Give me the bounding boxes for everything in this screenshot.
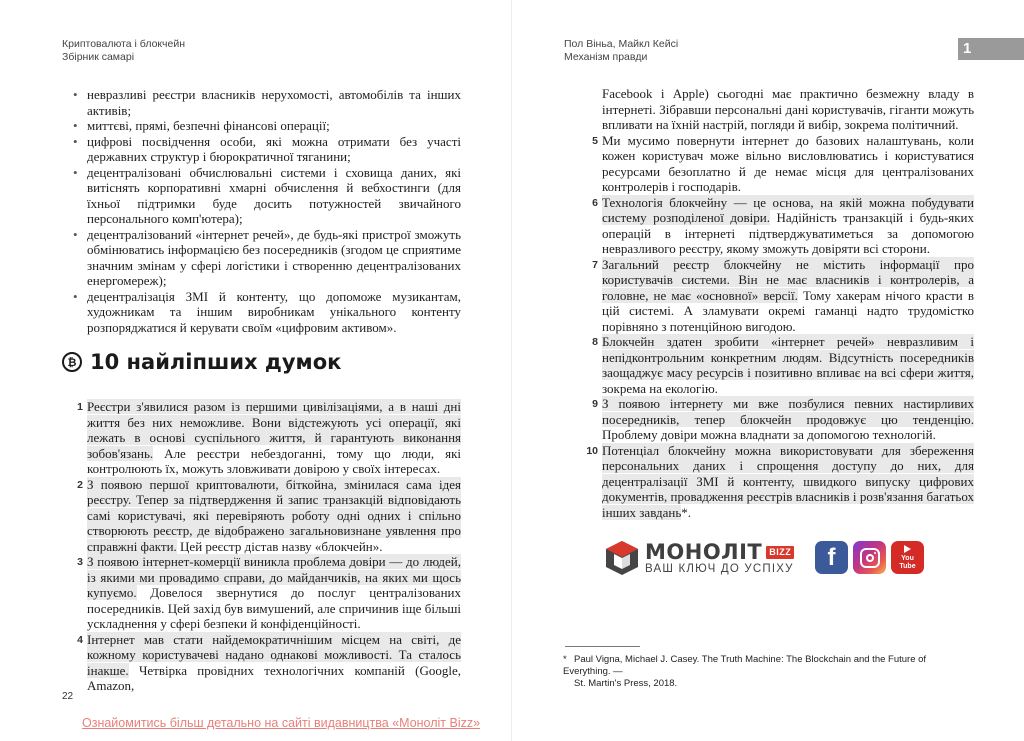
thought-number: 2 bbox=[77, 478, 83, 491]
brand-badge: BIZZ bbox=[766, 546, 794, 559]
thought-text: Четвірка провідних технологічних компаній (Google, Amazon, bbox=[87, 662, 461, 693]
footnote-text-continued: St. Martin's Press, 2018. bbox=[574, 678, 678, 689]
thought-number: 4 bbox=[77, 633, 83, 646]
book-series-subtitle: Збірник самарі bbox=[62, 51, 135, 63]
thought-item bbox=[77, 399, 461, 477]
footnote-divider bbox=[565, 646, 640, 647]
thought-item bbox=[77, 631, 461, 694]
thought-continuation bbox=[602, 86, 974, 133]
book-series-title: Криптовалюта і блокчейн bbox=[62, 38, 186, 50]
thought-text: Тому хакерам нічого красти в цій системі. А зламувати окремі гаманці надто трудомістко порівняно з потенційною вигодою. bbox=[602, 287, 974, 334]
footnote-marker: * bbox=[563, 654, 567, 665]
list-item: • децентралізація ЗМІ й контенту, що допоможе музикантам, художникам та іншим виробникам унікального контенту розпоряджатися й керувати своїм «цифровим активом». bbox=[73, 288, 461, 335]
thought-number: 1 bbox=[77, 401, 83, 413]
bitcoin-icon: ₿ bbox=[62, 352, 82, 372]
book-authors: Пол Віньа, Майкл Кейсі bbox=[564, 38, 679, 50]
publisher-website-link[interactable]: Ознайомитись більш детально на сайті видавництва «Моноліт Bizz» bbox=[82, 716, 481, 730]
highlighted-text: Потенціал блокчейну можна використовувати для збереження персональних даних і спрощення доступу до них, для децентралізації ЗМІ й контенту, швидкого випуску цифрових документів, провадження реєстрів власників і розв'язання багатьох інших завдань bbox=[602, 442, 974, 520]
highlighted-text: З появою інтернет-комерції виникла проблема довіри — до людей, із якими ми провадимо справи, до майданчиків, на яких ми щось купуємо. bbox=[87, 554, 461, 600]
list-item: • миттєві, прямі, безпечні фінансові операції; bbox=[73, 118, 330, 133]
highlighted-text: Технологія блокчейну — це основа, на якій можна побудувати систему розподіленої довіри. bbox=[602, 194, 974, 225]
thought-item bbox=[586, 442, 974, 521]
cube-logo-icon bbox=[605, 540, 639, 576]
top-thoughts-list-left bbox=[77, 399, 461, 694]
thought-number: 7 bbox=[592, 258, 598, 271]
bullet-marker: • bbox=[73, 288, 78, 304]
book-title: Механізм правди bbox=[564, 51, 648, 63]
highlighted-text: З появою інтернету ми вже позбулися певних настирливих посередників, тепер блокчейн продовжує цю тенденцію. bbox=[602, 396, 974, 427]
thought-text: Цей реєстр дістав назву «блокчейн». bbox=[176, 538, 383, 554]
thought-number: 5 bbox=[592, 134, 598, 147]
bullet-marker: • bbox=[73, 118, 78, 133]
thought-item bbox=[77, 476, 461, 555]
top-thoughts-list-right bbox=[586, 86, 974, 520]
thought-text: Ми мусимо повернути інтернет до базових налаштувань, коли кожен користувач може вільно висловлюватись і користуватися ресурсами безоплатно й де немає місця для централізованих контролерів і господарів. bbox=[602, 132, 974, 194]
thought-number: 10 bbox=[586, 444, 598, 457]
facebook-icon[interactable]: f bbox=[815, 541, 848, 574]
thought-item bbox=[592, 194, 974, 257]
thought-item bbox=[592, 334, 974, 396]
thought-text: Але реєстри небездоганні, тому що люди, які контролюють їх, можуть зловживати довірою у своїх інтересах. bbox=[87, 445, 461, 476]
highlighted-text: Реєстри з'явилися разом із першими цивілізаціями, а в наші дні життя без них неможливе. Вони відстежують усі операції, які лежать в основі суспільного життя, й гарантують виконання зобов'язань. bbox=[87, 399, 461, 461]
thought-text: Facebook і Apple) сьогодні має практично безмежну владу в інтернеті. Зібравши персональні дані користувачів, гіганти можуть впливати на їхній настрій, погляди й вибір, зокрема політичний. bbox=[602, 86, 974, 132]
left-running-header bbox=[62, 38, 185, 64]
bullet-marker: • bbox=[73, 226, 78, 242]
brand-name: МОНОЛІТ bbox=[645, 540, 763, 564]
list-item: • невразливі реєстри власників нерухомості, автомобілів та інших активів; bbox=[73, 87, 461, 118]
section-heading bbox=[62, 350, 341, 374]
thought-item bbox=[592, 396, 974, 443]
thought-text: зокрема на екологію. bbox=[602, 380, 718, 396]
monolit-bizz-logo[interactable] bbox=[605, 537, 794, 579]
thought-item bbox=[592, 132, 974, 195]
highlighted-text: Блокчейн здатен зробити «інтернет речей» невразливим і непідконтрольним конкретним людям. Відсутність посередників заощаджує масу ресурсів і позитивно впливає на всі сфери життя, bbox=[602, 334, 974, 380]
thought-number: 6 bbox=[592, 196, 598, 209]
bullet-marker: • bbox=[73, 164, 78, 180]
footnote bbox=[563, 654, 963, 690]
instagram-icon[interactable] bbox=[853, 541, 886, 574]
thought-text: Довелося звернутися до послуг централізованих посередників. Цей захід був вимушений, але спричинив іще більші ускладнення у сфері безпеки й конфіденційності. bbox=[87, 585, 461, 631]
blockchain-applications-list bbox=[73, 87, 461, 335]
list-item: • цифрові посвідчення особи, які можна отримати без участі державних структур і бюрократичної тяганини; bbox=[73, 133, 461, 164]
highlighted-text: З появою першої криптовалюти, біткойна, змінилася сама ідея реєстру. Тепер за підтвердження й запис транзакцій відповідають самі користувачі, які перевіряють роботу одні одних і спільно створюють реєстр, де відображено загальновизнане уявлення про справжні факти. bbox=[87, 476, 461, 554]
bullet-marker: • bbox=[73, 87, 78, 102]
thought-text: *. bbox=[681, 504, 692, 520]
thought-text: Проблему довіри можна владнати за допомогою технологій. bbox=[602, 427, 936, 442]
chapter-tab: 1 bbox=[958, 38, 1024, 60]
thought-number: 9 bbox=[592, 398, 598, 410]
highlighted-text: Загальний реєстр блокчейну не містить інформації про користувачів системи. Він не має власників і контролерів, а головне, не має «основної» версії. bbox=[602, 256, 974, 303]
thought-number: 8 bbox=[592, 336, 598, 348]
bullet-marker: • bbox=[73, 133, 78, 149]
youtube-icon[interactable]: You Tube bbox=[891, 541, 924, 574]
highlighted-text: Інтернет мав стати найдемократичнішим місцем на світі, де кожному користувачеві надано однакові можливості. Та сталось інакше. bbox=[87, 631, 461, 678]
section-title-text: 10 найліпших думок bbox=[90, 350, 342, 374]
thought-text: Надійність транзакцій і будь-яких операцій в інтернеті підтверджуватиметься за допомогою невразливого реєстру, якому зможуть довіряти всі сторони. bbox=[602, 210, 974, 256]
footnote-text: Paul Vigna, Michael J. Casey. The Truth Machine: The Blockchain and the Future of Everything. — bbox=[563, 654, 927, 677]
play-icon bbox=[904, 545, 911, 553]
thought-item bbox=[592, 256, 974, 335]
thought-item bbox=[77, 554, 461, 632]
list-item: • децентралізований «інтернет речей», де будь-які пристрої зможуть обмінюватись інформацією без посередників (згодом це сприятиме значним змінам у сфері логістики і створенню децентралізованих енергомереж); bbox=[73, 226, 461, 288]
brand-slogan: ВАШ КЛЮЧ ДО УСПІХУ bbox=[645, 563, 794, 575]
list-item: • децентралізовані обчислювальні системи і сховища даних, які витіснять корпоративні хмарні обчислення й вебхостинги (для їхньої підтримки буде досить потужностей звичайного персонального комп'ютера); bbox=[73, 164, 461, 226]
page-number: 22 bbox=[62, 691, 74, 702]
right-running-header bbox=[564, 38, 678, 64]
thought-number: 3 bbox=[77, 556, 83, 568]
